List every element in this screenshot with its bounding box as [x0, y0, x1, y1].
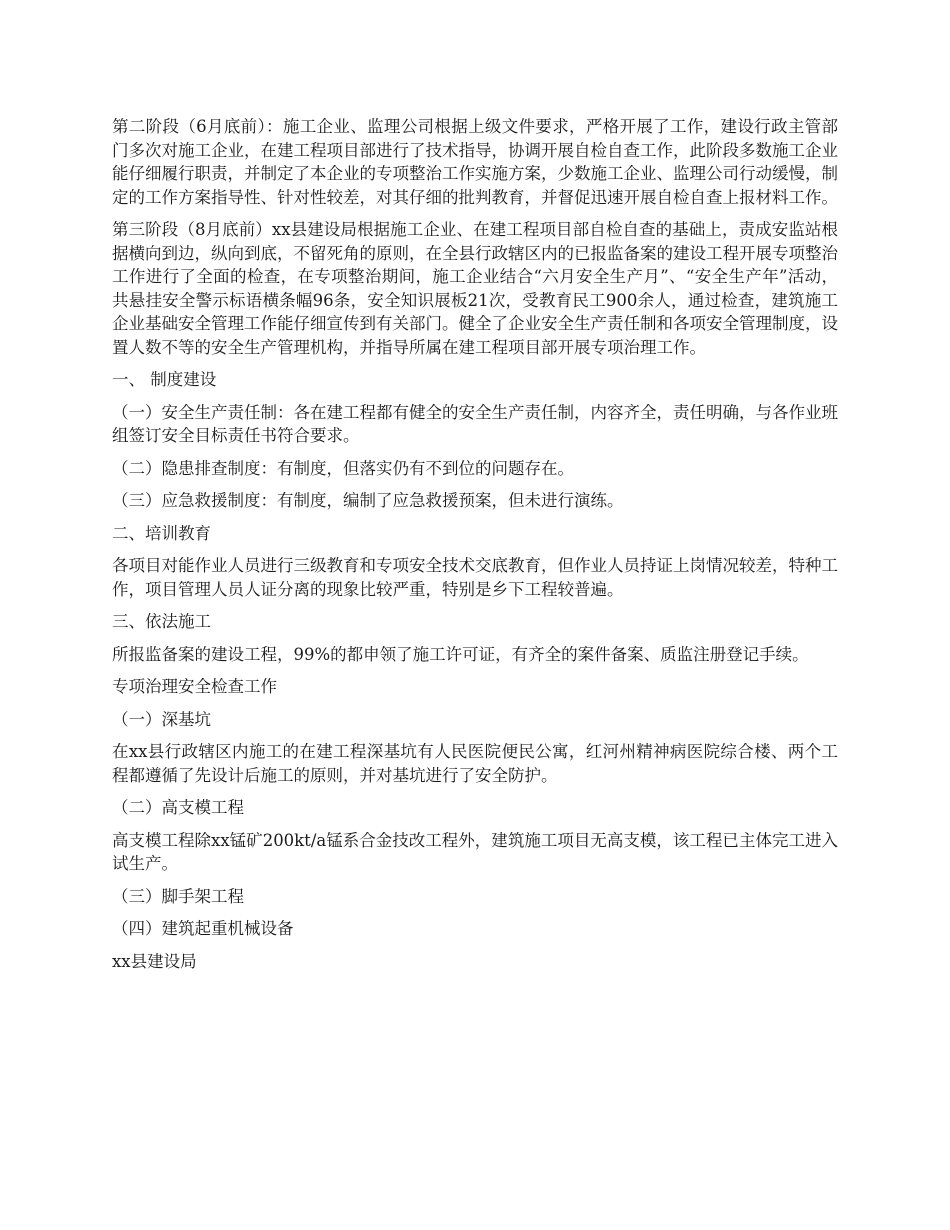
heading-special-inspection: 专项治理安全检查工作 — [112, 677, 277, 696]
paragraph-hazard-investigation: （二）隐患排查制度：有制度，但落实仍有不到位的问题存在。 — [112, 458, 574, 478]
paragraph-emergency-rescue: （三）应急救援制度：有制度，编制了应急救援预案，但未进行演练。 — [112, 491, 624, 510]
heading-scaffolding: （三）脚手架工程 — [112, 886, 244, 906]
signature-county-bureau: xx县建设局 — [112, 951, 197, 971]
paragraph-safety-responsibility: （一）安全生产责任制：各在建工程都有健全的安全生产责任制，内容齐全，责任明确，与各作业班组签订安全目标责任书符合要求。 — [112, 402, 838, 445]
heading-system-building: 一、 制度建设 — [112, 370, 217, 389]
heading-deep-foundation-pit: （一）深基坑 — [112, 709, 211, 729]
heading-lifting-machinery: （四）建筑起重机械设备 — [112, 919, 294, 938]
paragraph-construction-permits: 所报监备案的建设工程，99%的都申领了施工许可证，有齐全的案件备案、质监注册登记手续。 — [112, 644, 809, 664]
paragraph-high-formwork: 高支模工程除xx锰矿200kt/a锰系合金技改工程外，建筑施工项目无高支模，该工程已主体完工进入试生产。 — [112, 830, 838, 873]
heading-training-education: 二、培训教育 — [112, 523, 211, 543]
heading-high-formwork: （二）高支模工程 — [112, 798, 244, 817]
heading-lawful-construction: 三、依法施工 — [112, 612, 211, 631]
paragraph-training-details: 各项目对能作业人员进行三级教育和专项安全技术交底教育，但作业人员持证上岗情况较差，特种工作，项目管理人员人证分离的现象比较严重，特别是乡下工程较普遍。 — [112, 556, 838, 599]
paragraph-stage-three: 第三阶段（8月底前）xx县建设局根据施工企业、在建工程项目部自检自查的基础上，责成安监站根据横向到边，纵向到底，不留死角的原则，在全县行政辖区内的已报监备案的建设工程开展专项整治工作进行了全面的检查，在专项整治期间，施工企业结合“六月安全生产月”、“安全生产年”活动，共悬挂安全警示标语横条幅96条，安全知识展板21次，受教育民工900余人，通过检查，建筑施工企业基础安全管理工作能仔细宣传到有关部门。健全了企业安全生产责任制和各项安全管理制度，设置人数不等的安全生产管理机构，并指导所属在建工程项目部开展专项治理工作。 — [112, 220, 838, 357]
paragraph-deep-foundation-pit: 在xx县行政辖区内施工的在建工程深基坑有人民医院便民公寓，红河州精神病医院综合楼、两个工程都遵循了先设计后施工的原则，并对基坑进行了安全防护。 — [112, 742, 838, 785]
document-page — [112, 115, 838, 982]
paragraph-stage-two: 第二阶段（6月底前）：施工企业、监理公司根据上级文件要求，严格开展了工作，建设行政主管部门多次对施工企业，在建工程项目部进行了技术指导，协调开展自检自查工作，此阶段多数施工企业能仔细履行职责，并制定了本企业的专项整治工作实施方案，少数施工企业、监理公司行动缓慢，制定的工作方案指导性、针对性较差，对其仔细的批判教育，并督促迅速开展自检自查上报材料工作。 — [112, 117, 838, 207]
